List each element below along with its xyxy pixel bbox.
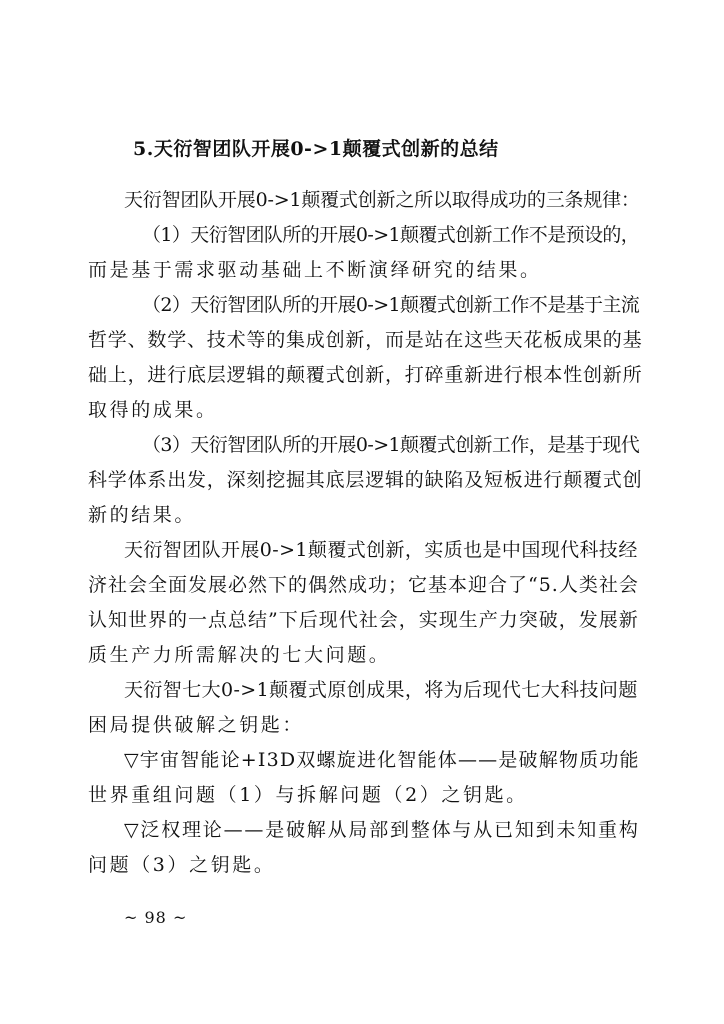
paragraph-line: （2）天衍智团队所的开展0->1颠覆式创新工作不是基于主流: [142, 294, 640, 316]
paragraph-line: 哲学、数学、技术等的集成创新，而是站在这些天花板成果的基: [88, 329, 643, 351]
paragraph-line: 质生产力所需解决的七大问题。: [88, 644, 391, 666]
paragraph-line: 新的结果。: [88, 504, 197, 526]
paragraph-line: 础上，进行底层逻辑的颠覆式创新，打碎重新进行根本性创新所: [88, 364, 643, 386]
paragraph-line: 济社会全面发展必然下的偶然成功；它基本迎合了“5.人类社会: [88, 574, 639, 596]
paragraph-line: 认知世界的一点总结”下后现代社会，实现生产力突破，发展新: [88, 609, 639, 631]
paragraph-line: 天衍智七大0->1颠覆式原创成果，将为后现代七大科技问题: [124, 679, 638, 701]
section-heading: 5.天衍智团队开展0->1颠覆式创新的总结: [133, 138, 499, 160]
paragraph-line: 世界重组问题（1）与拆解问题（2）之钥匙。: [88, 784, 528, 806]
paragraph-line: 困局提供破解之钥匙：: [88, 714, 305, 736]
paragraph-line: 取得的成果。: [88, 399, 218, 421]
paragraph-line: （3）天衍智团队所的开展0->1颠覆式创新工作，是基于现代: [142, 434, 640, 456]
paragraph-line: 天衍智团队开展0->1颠覆式创新，实质也是中国现代科技经: [124, 539, 638, 561]
paragraph-line: 天衍智团队开展0->1颠覆式创新之所以取得成功的三条规律：: [124, 189, 640, 211]
paragraph-line: ▽宇宙智能论+I3D双螺旋进化智能体——是破解物质功能: [124, 749, 640, 771]
paragraph-line: 问题（3）之钥匙。: [88, 854, 276, 876]
paragraph-line: 而是基于需求驱动基础上不断演绎研究的结果。: [88, 259, 542, 281]
paragraph-line: 科学体系出发，深刻挖掘其底层逻辑的缺陷及短板进行颠覆式创: [88, 469, 643, 491]
paragraph-line: ▽泛权理论——是破解从局部到整体与从已知到未知重构: [124, 819, 640, 841]
page-number: ~ 98 ~: [124, 908, 188, 927]
paragraph-line: （1）天衍智团队所的开展0->1颠覆式创新工作不是预设的，: [142, 224, 640, 246]
